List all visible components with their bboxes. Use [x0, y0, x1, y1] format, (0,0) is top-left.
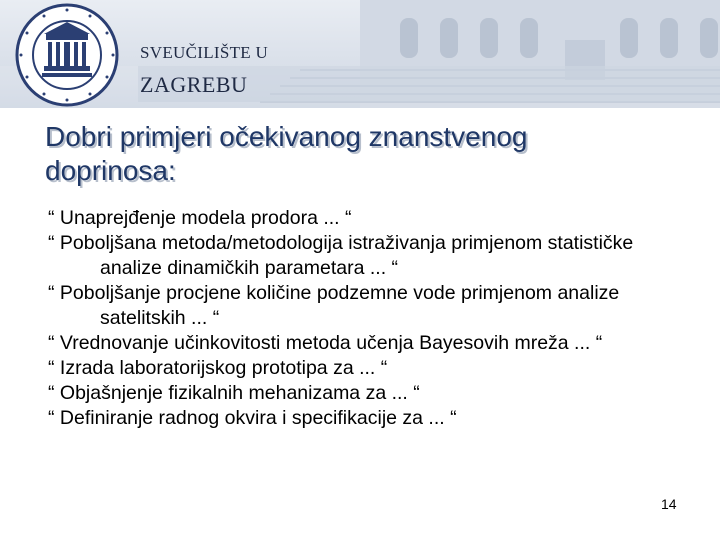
- slide-title-line2: doprinosa:: [45, 155, 176, 186]
- university-name-line1: SVEUČILIŠTE U: [140, 43, 269, 62]
- slide-title: [45, 120, 685, 188]
- example-list: [48, 206, 688, 431]
- list-item: “ Poboljšana metoda/metodologija istraživanja primjenom statističke analize dinamičkih parametara ... “: [48, 232, 634, 279]
- slide-title-line1: Dobri primjeri očekivanog znanstvenog: [45, 121, 528, 152]
- page-number: 14: [661, 496, 677, 512]
- list-item: “ Objašnjenje fizikalnih mehanizama za ... “: [48, 382, 420, 404]
- list-item: “ Vrednovanje učinkovitosti metoda učenja Bayesovih mreža ... “: [48, 332, 603, 354]
- list-item: “ Unaprejđenje modela prodora ... “: [48, 207, 352, 229]
- university-seal-logo: [8, 2, 136, 108]
- university-name-line2: ZAGREBU: [140, 72, 248, 97]
- header-banner: [0, 0, 720, 108]
- list-item: “ Poboljšanje procjene količine podzemne vode primjenom analize satelitskih ... “: [48, 282, 620, 329]
- list-item: “ Definiranje radnog okvira i specifikacije za ... “: [48, 407, 457, 429]
- list-item: “ Izrada laboratorijskog prototipa za ... “: [48, 357, 388, 379]
